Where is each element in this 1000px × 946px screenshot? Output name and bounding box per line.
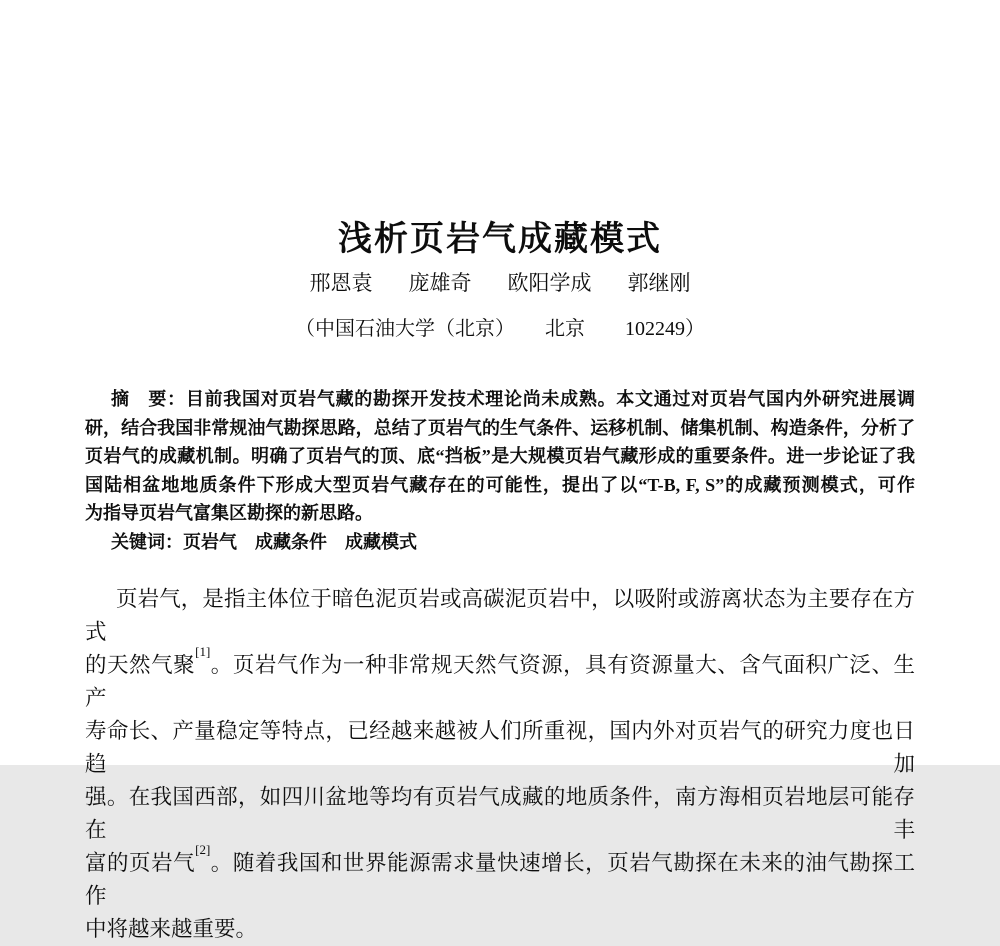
citation-ref: [2] xyxy=(195,841,211,857)
body-line-text: 强。在我国西部，如四川盆地等均有页岩气成藏的地质条件，南方海相页岩地层可能存在丰 xyxy=(85,785,915,842)
body-line xyxy=(85,913,915,946)
body-line-text: 。随着我国和世界能源需求量快速增长，页岩气勘探在未来的油气勘探工作 xyxy=(85,851,915,908)
author: 欧阳学成 xyxy=(507,271,592,295)
body-line-text: 寿命长、产量稳定等特点，已经越来越被人们所重视，国内外对页岩气的研究力度也日趋加 xyxy=(85,719,915,776)
abstract-line: 为指导页岩气富集区勘探的新思路。 xyxy=(85,503,373,523)
keywords-line: 关键词：页岩气 成藏条件 成藏模式 xyxy=(111,531,417,552)
body-line xyxy=(85,643,915,715)
body-line-text: 中将越来越重要。 xyxy=(85,917,258,941)
citation-ref: [1] xyxy=(195,643,211,659)
affiliation: （中国石油大学（北京） 北京 102249） xyxy=(295,318,705,340)
paper-title: 浅析页岩气成藏模式 xyxy=(338,221,662,258)
body-line-text: 。页岩气作为一种非常规天然气资源，具有资源量大、含气面积广泛、生产 xyxy=(85,653,915,710)
abstract-line: 研，结合我国非常规油气勘探思路，总结了页岩气的生气条件、运移机制、储集机制、构造条件，分析了 xyxy=(85,417,915,438)
author: 庞雄奇 xyxy=(408,271,472,295)
body-line-text: 富的页岩气 xyxy=(85,851,196,875)
author-list xyxy=(0,268,1000,298)
body-paragraph xyxy=(85,583,915,946)
abstract-line: 国陆相盆地地质条件下形成大型页岩气藏存在的可能性，提出了以“T-B, F, S”的成藏预测模式，可作 xyxy=(85,474,915,495)
abstract-line: 摘 要：目前我国对页岩气藏的勘探开发技术理论尚未成熟。本文通过对页岩气国内外研究进展调 xyxy=(111,389,915,409)
body-line-text: 的天然气聚 xyxy=(85,653,196,677)
author: 邢恩袁 xyxy=(309,271,373,295)
abstract-block xyxy=(85,385,915,556)
body-line xyxy=(85,583,915,649)
body-line xyxy=(85,781,915,847)
body-line xyxy=(85,841,915,913)
abstract-line: 页岩气的成藏机制。明确了页岩气的顶、底“挡板”是大规模页岩气藏形成的重要条件。进一步论证了我 xyxy=(85,446,915,466)
author: 郭继刚 xyxy=(627,271,691,295)
body-line-text: 页岩气，是指主体位于暗色泥页岩或高碳泥页岩中，以吸附或游离状态为主要存在方式 xyxy=(85,587,915,644)
body-line xyxy=(85,715,915,781)
